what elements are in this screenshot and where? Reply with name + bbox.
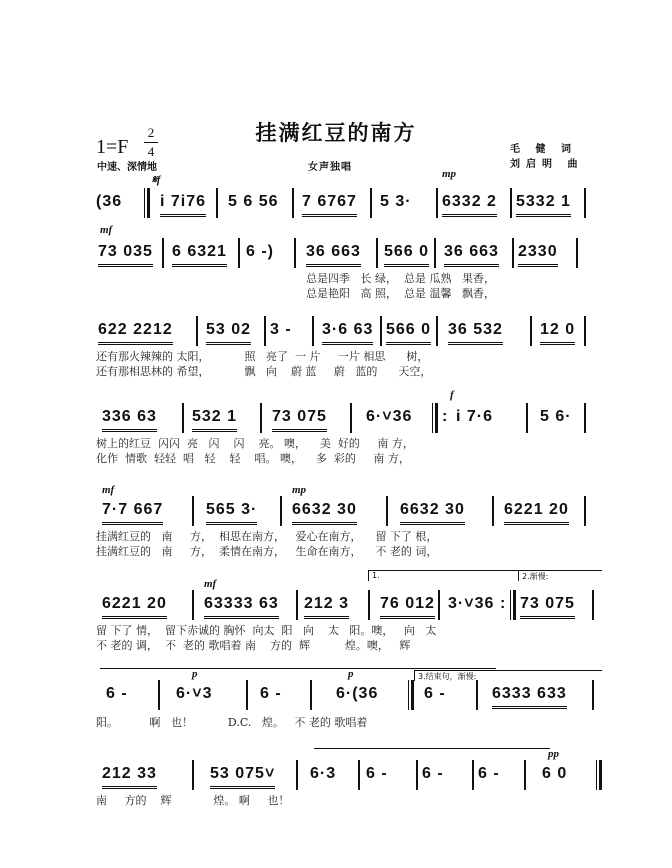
measure: 3 -: [270, 321, 292, 338]
barline: [310, 680, 312, 710]
measure: 5 6 56: [228, 193, 279, 210]
measure: 53 075˅: [210, 762, 275, 789]
barline: [182, 403, 184, 433]
measure: 5 3·: [380, 193, 412, 210]
measure: 6·3: [310, 765, 337, 782]
measure: 6333 633: [492, 682, 567, 709]
composer: 刘启明 曲: [510, 159, 584, 170]
barline: [294, 238, 296, 268]
measure: 6 -: [366, 765, 388, 782]
measure: 6·(36: [336, 685, 379, 702]
measure: 6 -: [106, 685, 128, 702]
barline: [584, 188, 586, 218]
measure: 3·˅36: [448, 595, 495, 612]
measure: 6 -: [260, 685, 282, 702]
measure: 36 663: [444, 240, 499, 267]
repeat-dots: :: [500, 595, 507, 612]
barline: [260, 403, 262, 433]
performance-type: 女声独唱: [308, 162, 352, 173]
measure: 6 -: [478, 765, 500, 782]
double-barline: [144, 188, 150, 218]
measure: 6632 30: [292, 498, 357, 525]
measure: 6632 30: [400, 498, 465, 525]
lyrics-verse-1: 阳。 啊 也！ D.C. 煌。 不 老的 歌唱着: [96, 716, 368, 729]
barline: [296, 590, 298, 620]
key-signature: 1=F: [96, 136, 129, 158]
measure: 63333 63: [204, 592, 279, 619]
dynamic-mp: mp: [292, 484, 307, 496]
measure: 6 -: [424, 685, 446, 702]
barline: [380, 316, 382, 346]
measure: 73 075: [520, 592, 575, 619]
volta-3: 3.结束句，渐慢:: [414, 670, 602, 681]
final-barline: [596, 760, 602, 790]
volta-2: 2.渐慢:: [518, 570, 602, 581]
measure: i 7·6: [456, 408, 494, 425]
lyrics-verse-2: 挂满红豆的 南 方， 柔情在南方， 生命在南方， 不 老的 词，: [96, 545, 438, 558]
measure: 336 63: [102, 405, 157, 432]
staff-system-5: [96, 484, 596, 558]
measure: 36 532: [448, 318, 503, 345]
barline: [438, 590, 440, 620]
barline: [472, 760, 474, 790]
lyrics-verse-1: 南 方的 辉 煌。 啊 也！: [96, 794, 290, 807]
barline: [370, 188, 372, 218]
staff-system-7: [96, 668, 596, 729]
lyrics-verse-1: 还有那火辣辣的 太阳， 照 亮了 一 片 一片 相思 树，: [96, 350, 429, 363]
barline: [192, 760, 194, 790]
measure: 73 075: [272, 405, 327, 432]
lyrics-verse-2: 还有那相思林的 希望， 飘 向 蔚 蓝 蔚 蓝的 天空，: [96, 365, 432, 378]
measure: 3·6 63: [322, 318, 373, 345]
song-title: 挂满红豆的南方: [255, 120, 417, 145]
staff-system-1: [96, 168, 596, 230]
measure: 12 0: [540, 318, 575, 345]
barline: [162, 238, 164, 268]
dynamic-f: f: [450, 389, 454, 401]
measure: 73 035: [98, 240, 153, 267]
measure: 6 -): [246, 243, 274, 260]
barline: [358, 760, 360, 790]
measure: 622 2212: [98, 318, 173, 345]
barline: [524, 760, 526, 790]
measure: 6221 20: [102, 592, 167, 619]
barline: [584, 403, 586, 433]
staff-system-8: [96, 748, 596, 807]
barline: [526, 403, 528, 433]
measure: 6 -: [422, 765, 444, 782]
barline: [158, 680, 160, 710]
credits: [510, 142, 583, 172]
measure: 6·˅36: [366, 408, 413, 425]
lyrics-verse-2: 不 老的 调， 不 老的 歌唱着 南 方的 辉 煌。噢， 辉: [96, 639, 411, 652]
barline: [264, 316, 266, 346]
measure: 6 0: [542, 765, 568, 782]
measure: 7 6767: [302, 190, 357, 217]
staff-system-2: [96, 224, 596, 300]
barline: [576, 238, 578, 268]
dynamic-mf: mf: [100, 224, 113, 236]
measure: 5332 1: [516, 190, 571, 217]
time-signature: [144, 126, 158, 159]
barline: [592, 590, 594, 620]
measure: 212 33: [102, 762, 157, 789]
hairpin-decrescendo: [314, 748, 550, 757]
barline: [312, 316, 314, 346]
measure: 532 1: [192, 405, 237, 432]
lyricist: 毛 健 词: [510, 144, 577, 155]
time-sig-bottom: 4: [147, 144, 155, 159]
lyrics-verse-1: 挂满红豆的 南 方， 相思在南方， 爱心在南方， 留 下了 根，: [96, 530, 438, 543]
barline: [376, 238, 378, 268]
barline: [292, 188, 294, 218]
measure-pickup: (36: [96, 193, 123, 210]
barline: [238, 238, 240, 268]
segno-forte-mark: 𝄋f: [152, 174, 161, 186]
dynamic-mf: mf: [204, 578, 217, 590]
barline: [476, 680, 478, 710]
barline: [592, 680, 594, 710]
measure: 76 012: [380, 592, 435, 619]
barline: [386, 496, 388, 526]
dynamic-p: p: [192, 668, 198, 680]
barline: [280, 496, 282, 526]
barline: [416, 760, 418, 790]
volta-1: 1.: [368, 570, 522, 581]
barline: [296, 760, 298, 790]
measure: 6221 20: [504, 498, 569, 525]
measure: 565 3·: [206, 498, 257, 525]
barline: [584, 496, 586, 526]
measure: 36 663: [306, 240, 361, 267]
barline: [434, 238, 436, 268]
dynamic-mf: mf: [102, 484, 115, 496]
barline: [436, 316, 438, 346]
lyrics-verse-1: 总是四季 长 绿， 总是 瓜熟 果香，: [306, 272, 495, 285]
barline: [584, 316, 586, 346]
barline: [192, 590, 194, 620]
barline: [246, 680, 248, 710]
double-barline: [408, 680, 414, 710]
lyrics-verse-2: 化作 情歌 轻轻 唱 轻 轻 唱。 噢， 多 彩的 南 方，: [96, 452, 410, 465]
repeat-end-barline: [510, 590, 516, 620]
barline: [350, 403, 352, 433]
measure: 2330: [518, 240, 558, 267]
measure: 6·˅3: [176, 685, 213, 702]
measure: i 7i76: [160, 190, 206, 217]
measure: 566 0: [384, 240, 429, 267]
dynamic-pp: pp: [548, 748, 559, 760]
measure: 6 6321: [172, 240, 227, 267]
tempo-marking: 中速、深情地: [97, 162, 157, 173]
measure: 566 0: [386, 318, 431, 345]
barline: [512, 238, 514, 268]
barline: [510, 188, 512, 218]
barline: [368, 590, 370, 620]
barline: [530, 316, 532, 346]
measure: 53 02: [206, 318, 251, 345]
measure: 7·7 667: [102, 498, 163, 525]
barline: [492, 496, 494, 526]
lyrics-verse-1: 树上的红豆 闪闪 亮 闪 闪 亮。 噢， 美 好的 南 方，: [96, 437, 414, 450]
lyrics-verse-1: 留 下了 情， 留下赤诚的 胸怀 向太 阳 向 太 阳。噢， 向 太: [96, 624, 437, 637]
measure: 6332 2: [442, 190, 497, 217]
staff-system-6: [96, 571, 596, 652]
staff-system-3: [96, 318, 596, 378]
measure: 5 6·: [540, 408, 572, 425]
barline: [216, 188, 218, 218]
barline: [436, 188, 438, 218]
measure: 212 3: [304, 592, 349, 619]
barline: [196, 316, 198, 346]
dynamic-p: p: [348, 668, 354, 680]
staff-system-4: [96, 389, 596, 465]
lyrics-verse-2: 总是艳阳 高 照， 总是 温馨 飘香，: [306, 287, 495, 300]
dynamic-mp: mp: [442, 168, 457, 180]
repeat-start-barline: [432, 403, 438, 433]
barline: [192, 496, 194, 526]
repeat-dots: :: [442, 408, 449, 425]
time-sig-top: 2: [147, 125, 155, 140]
